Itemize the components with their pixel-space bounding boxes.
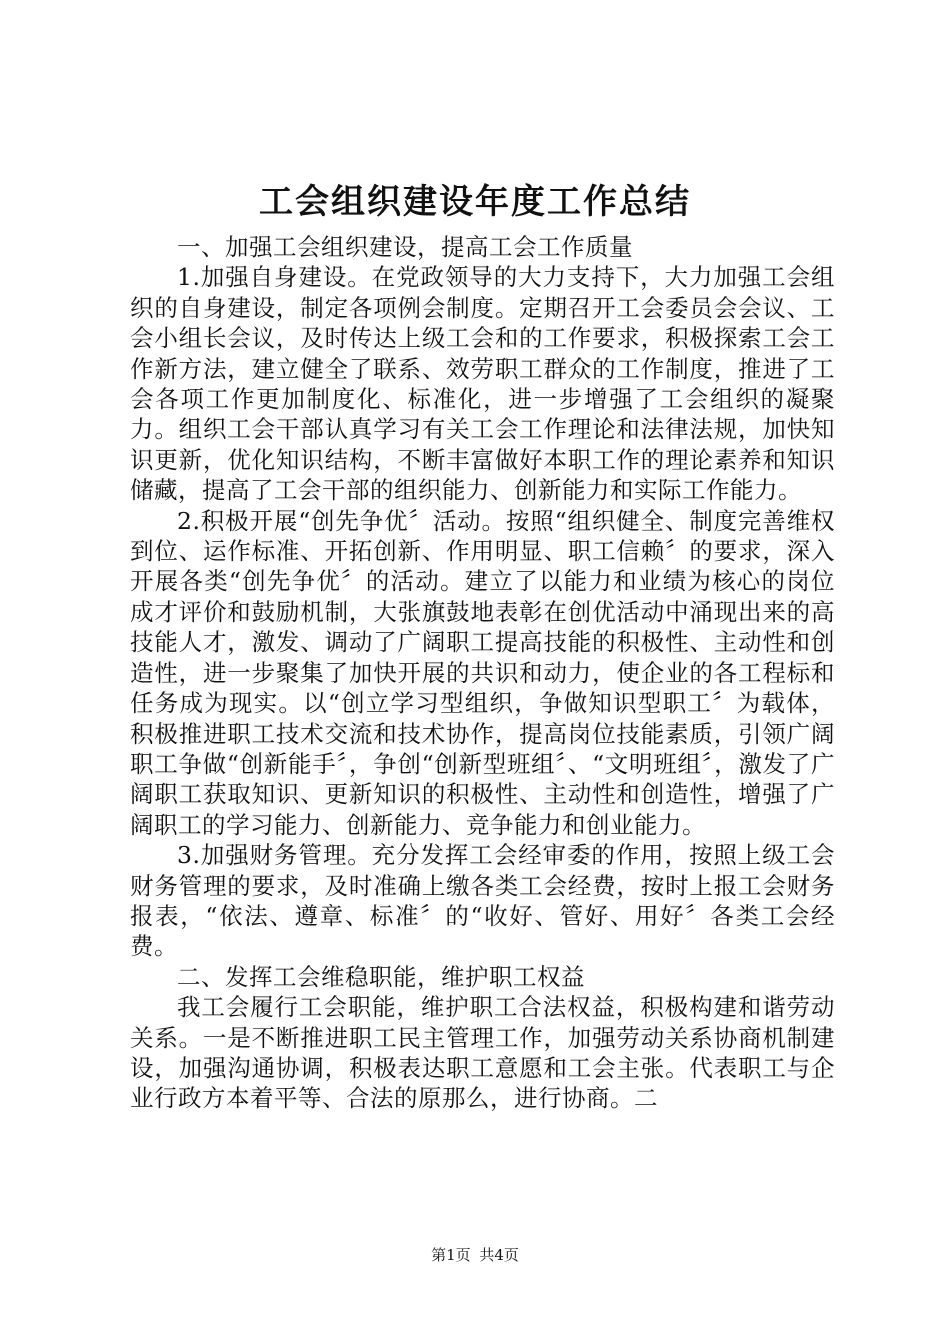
paragraph-self-building: 1.加强自身建设。在党政领导的大力支持下，大力加强工会组织的自身建设，制定各项例会制度。定期召开工会委员会会议、工会小组长会议，及时传达上级工会和的工作要求，积极探索工会工作新方法，建立健全了联系、效劳职工群众的工作制度，推进了工会各项工作更加制度化、标准化，进一步增强了工会组织的凝聚力。组织工会干部认真学习有关工会工作理论和法律法规，加快知识更新，优化知识结构，不断丰富做好本职工作的理论素养和知识储藏，提高了工会干部的组织能力、创新能力和实际工作能力。 bbox=[130, 263, 835, 505]
section-heading-2: 二、发挥工会维稳职能，维护职工权益 bbox=[177, 962, 585, 991]
section-heading-1: 一、加强工会组织建设，提高工会工作质量 bbox=[177, 233, 633, 261]
page-number: 第1页 bbox=[431, 1246, 471, 1264]
total-pages: 共4页 bbox=[479, 1246, 519, 1264]
paragraph-finance-management: 3.加强财务管理。充分发挥工会经审委的作用，按照上级工会财务管理的要求，及时准确上缴各类工会经费，按时上报工会财务报表，“依法、遵章、标准〞的“收好、管好、用好〞各类工会经费。 bbox=[130, 841, 835, 961]
page-footer bbox=[0, 1245, 950, 1265]
paragraph-worker-rights: 我工会履行工会职能，维护职工合法权益，积极构建和谐劳动关系。一是不断推进职工民主管理工作，加强劳动关系协商机制建设，加强沟通协调，积极表达职工意愿和工会主张。代表职工与企业行政方本着平等、合法的原那么，进行协商。二 bbox=[130, 993, 835, 1113]
document-title: 工会组织建设年度工作总结 bbox=[259, 182, 691, 222]
paragraph-excellence-campaign: 2.积极开展“创先争优〞活动。按照“组织健全、制度完善维权到位、运作标准、开拓创新、作用明显、职工信赖〞的要求，深入开展各类“创先争优〞的活动。建立了以能力和业绩为核心的岗位成才评价和鼓励机制，大张旗鼓地表彰在创优活动中涌现出来的高技能人才，激发、调动了广阔职工提高技能的积极性、主动性和创造性，进一步聚集了加快开展的共识和动力，使企业的各工程标和任务成为现实。以“创立学习型组织，争做知识型职工〞为载体，积极推进职工技术交流和技术协作，提高岗位技能素质，引领广阔职工争做“创新能手〞，争创“创新型班组〞、“文明班组〞，激发了广阔职工获取知识、更新知识的积极性、主动性和创造性，增强了广阔职工的学习能力、创新能力、竞争能力和创业能力。 bbox=[130, 506, 835, 839]
document-body bbox=[130, 232, 835, 1114]
